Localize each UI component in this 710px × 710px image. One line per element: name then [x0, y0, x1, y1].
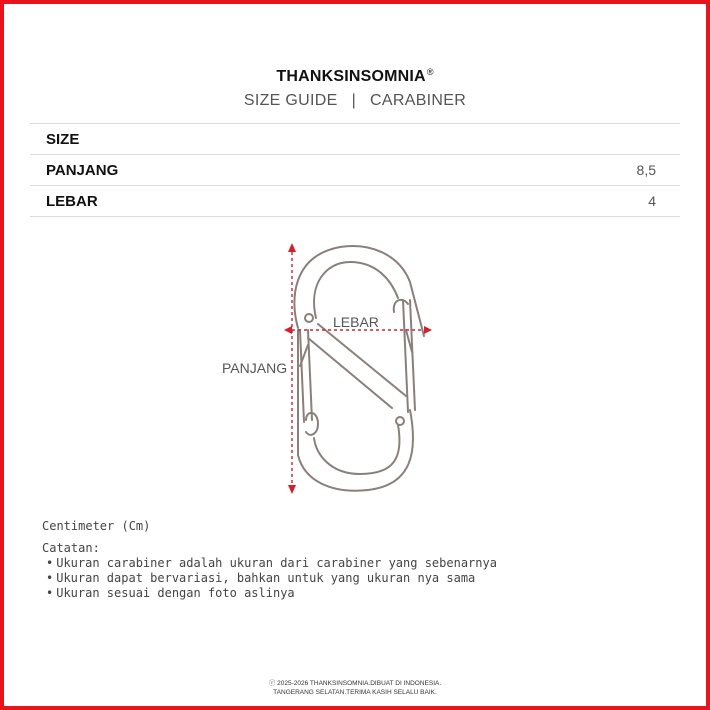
row-label: SIZE — [46, 130, 80, 148]
unit-label: Centimeter (Cm) — [42, 519, 151, 533]
carabiner-upper-inner — [314, 262, 398, 318]
brand-name: THANKSINSOMNIA — [276, 68, 426, 85]
notes-section — [42, 519, 497, 601]
carabiner-spine-edges — [300, 330, 412, 366]
notes-list — [42, 556, 497, 601]
carabiner-top-hook — [394, 300, 408, 312]
carabiner-lower-inner — [314, 425, 399, 474]
footer-line-2: TANGERANG SELATAN.TERIMA KASIH SELALU BAIK. — [273, 689, 437, 696]
section-title: SIZE GUIDE — [243, 92, 338, 109]
row-value: 4 — [648, 193, 656, 209]
rivet-bottom — [396, 417, 404, 425]
footer-line-1: ⓡ 2025-2026 THANKSINSOMNIA.DIBUAT DI INDONESIA. — [268, 680, 442, 687]
registered-mark: ® — [426, 67, 434, 77]
list-item: • Ukuran carabiner adalah ukuran dari carabiner yang sebenarnya — [46, 556, 497, 571]
length-label: PANJANG — [222, 360, 288, 376]
list-item: • Ukuran sesuai dengan foto aslinya — [46, 586, 497, 601]
length-arrow — [288, 243, 296, 494]
list-item: • Ukuran dapat bervariasi, bahkan untuk yang ukuran nya sama — [46, 571, 497, 586]
carabiner-spine — [308, 324, 406, 408]
width-label: LEBAR — [333, 314, 379, 330]
title-separator: | — [351, 92, 357, 109]
row-value: 8,5 — [636, 162, 656, 178]
row-label: PANJANG — [46, 161, 119, 179]
notes-heading: Catatan: — [42, 541, 100, 555]
carabiner-left-gate — [300, 330, 312, 422]
carabiner-outline — [294, 246, 424, 491]
rivet-top — [305, 314, 313, 322]
product-name: CARABINER — [370, 92, 467, 109]
row-label: LEBAR — [46, 192, 98, 210]
footer — [0, 679, 710, 697]
